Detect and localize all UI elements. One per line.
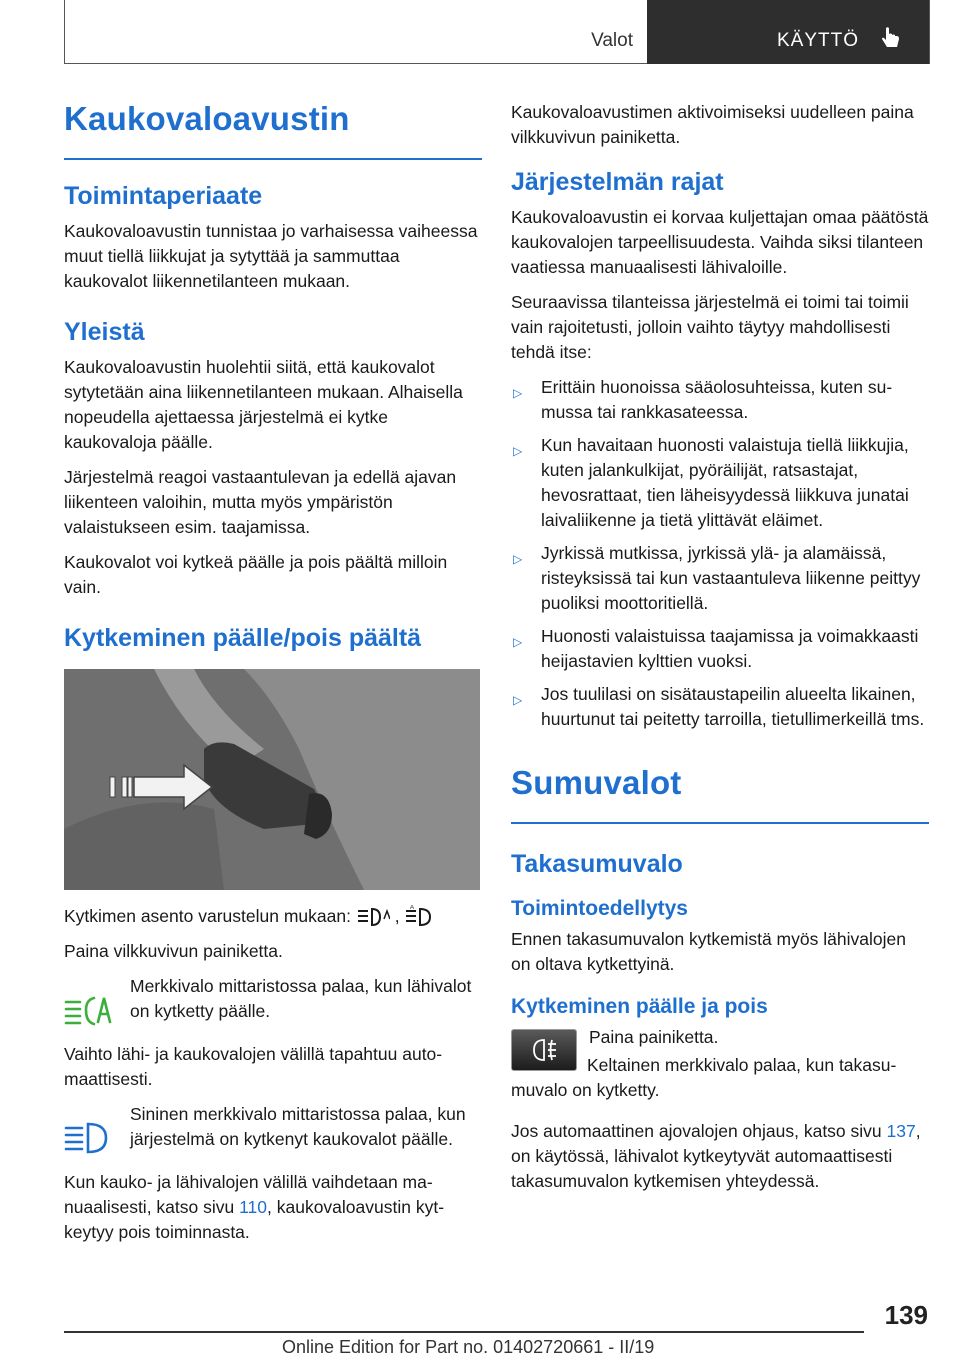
paragraph: Kaukovaloavustimen aktivoimiseksi uudelleen paina vilkkuvivun painiketta.: [511, 102, 914, 147]
indicator-high-beam-row: [64, 1102, 482, 1160]
paragraph: Vaihto lähi- ja kaukovalojen välillä tapahtuu automaattisesti.: [64, 1044, 443, 1090]
section-label: Valot: [591, 30, 633, 51]
page-header: [64, 0, 930, 64]
indicator-low-beam-row: [64, 974, 482, 1032]
section-title-sumuvalot: Sumuvalot: [511, 764, 682, 801]
paragraph: Kaukovaloavustin ei korvaa kuljettajan omaa päätöstä kaukovalojen tarpeellisuudesta. Vaihda siksi tilanteen vaatiessa manuaalisesti lähivaloille.: [511, 207, 929, 277]
list-item: ▷ Jyrkissä mutkissa, jyrkissä ylä- ja alamäissä, risteyksissä tai kun vastaantuleva liikenne peittyy puoliksi moottoritiellä.: [513, 543, 921, 613]
triangle-bullet-icon: ▷: [513, 693, 523, 707]
title-rule: [64, 158, 482, 160]
manual-switch-paragraph: Kun kauko- ja lähivalojen välillä vaihdetaan manuaalisesti, katso sivu 110, kaukovaloavustin kytkeytyy pois toiminnasta.: [64, 1172, 445, 1243]
paragraph: Kaukovaloavustin tunnistaa jo varhaisessa vaiheessa muut tiellä liikkujat ja sytyttää ja sammuttaa kaukovalot liikennetilanteen mukaan.: [64, 221, 478, 291]
paragraph: Sininen merkkivalo mittaristossa palaa, kun järjestelmä on kytkenyt kaukovalot päälle.: [130, 1104, 466, 1150]
paragraph: Merkkivalo mittaristossa palaa, kun lähivalot on kytketty päälle.: [130, 976, 472, 1022]
triangle-bullet-icon: ▷: [513, 552, 523, 566]
page-link-110[interactable]: 110: [239, 1197, 267, 1218]
heading-jarjestelman-rajat: Järjestelmän rajat: [511, 168, 724, 196]
limitations-list: [511, 375, 929, 732]
heading-toimintaperiaate: Toimintaperiaate: [64, 182, 263, 210]
turn-signal-lever-image: [64, 669, 480, 890]
auto-headlight-paragraph: Jos automaattinen ajovalojen ohjaus, katso sivu 137, on käytössä, lähivalot kytkeytyvät automaattisesti takasumuvalon kytkemisen yhteydessä.: [511, 1121, 921, 1191]
list-item: ▷ Kun havaitaan huonosti valaistuja tiellä liikkujia, kuten jalankulkijat, pyöräilijät, ratsastajat, hevosrattaat, tien läheisyydessä liikkuva junatai laivaliikenne ja tietä ylittävät eläimet.: [513, 435, 909, 530]
paragraph: Paina painiketta.: [589, 1027, 719, 1047]
heading-yleista: Yleistä: [64, 318, 145, 346]
list-item: ▷ Erittäin huonoissa sääolosuhteissa, kuten sumussa tai rankkasateessa.: [513, 377, 893, 422]
low-beam-assist-indicator-icon: [64, 988, 116, 1032]
title-rule: [511, 822, 929, 824]
hand-pointer-icon: [880, 26, 902, 50]
chapter-label: KÄYTTÖ: [777, 30, 860, 51]
rear-fog-light-button[interactable]: [511, 1029, 577, 1071]
page-number: 139: [884, 1300, 928, 1330]
heading-toimintoedellytys: Toimintoedellytys: [511, 897, 688, 920]
paragraph: Kaukovaloavustin huolehtii siitä, että kaukovalot sytytetään aina liikennetilanteen mukaan. Alhaisella nopeudella ajettaessa järjestelmä ei kytke kaukovaloja päälle.: [64, 357, 463, 452]
high-beam-assist-icon: [356, 905, 390, 929]
paragraph: Keltainen merkkivalo palaa, kun takasumuvalo on kytketty.: [511, 1055, 897, 1100]
list-item: ▷ Huonosti valaistuissa taajamissa ja voimakkaasti heijastavien kylttien vuoksi.: [513, 626, 919, 671]
triangle-bullet-icon: ▷: [513, 635, 523, 649]
high-beam-indicator-icon: [64, 1116, 116, 1160]
page-link-137[interactable]: 137: [886, 1121, 916, 1141]
switch-position-text: Kytkimen asento varustelun mukaan: , A: [64, 904, 482, 929]
paragraph: Paina vilkkuvivun painiketta.: [64, 941, 283, 962]
right-column: [511, 100, 929, 1204]
rear-fog-light-icon: [512, 1030, 576, 1070]
list-item: ▷ Jos tuulilasi on sisätaustapeilin alueelta likainen, huurtunut tai peitetty tarroilla, tietullimerkeillä tms.: [513, 684, 925, 729]
footer-edition: Online Edition for Part no. 01402720661 - II/19: [282, 1337, 655, 1357]
paragraph: Järjestelmä reagoi vastaantulevan ja edellä ajavan liikenteen valoihin, mutta myös ympäristön valaistukseen esim. taajamissa.: [64, 467, 457, 537]
heading-kytkeminen-paalle-ja-pois: Kytkeminen päälle ja pois: [511, 995, 768, 1018]
footer-rule: [64, 1331, 864, 1333]
triangle-bullet-icon: ▷: [513, 444, 523, 458]
triangle-bullet-icon: ▷: [513, 386, 523, 400]
svg-text:A: A: [410, 905, 415, 912]
heading-kytkeminen: Kytkeminen päälle/pois päältä: [64, 624, 422, 652]
paragraph: Kaukovalot voi kytkeä päälle ja pois päältä milloin vain.: [64, 552, 448, 597]
heading-takasumuvalo: Takasumuvalo: [511, 850, 683, 878]
chapter-tab[interactable]: [647, 0, 929, 64]
left-column: [64, 100, 482, 1255]
high-beam-auto-icon: [404, 905, 438, 929]
paragraph: Ennen takasumuvalon kytkemistä myös lähivalojen on oltava kytkettyinä.: [511, 929, 906, 974]
page-title: Kaukovaloavustin: [64, 100, 350, 137]
paragraph: Seuraavissa tilanteissa järjestelmä ei toimi tai toimii vain rajoitetusti, jolloin vaihto täytyy mahdollisesti tehdä itse:: [511, 292, 909, 362]
